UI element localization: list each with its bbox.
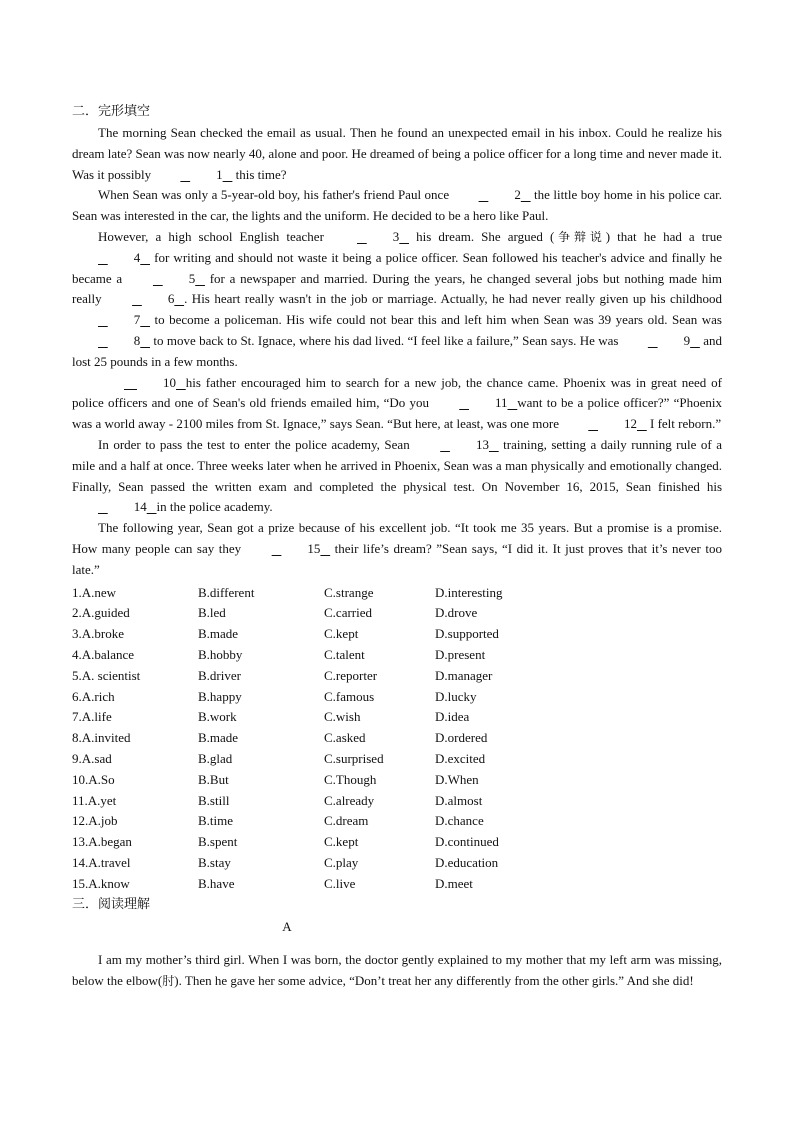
option-c: C.carried bbox=[324, 605, 373, 621]
option-d: D.chance bbox=[435, 813, 484, 829]
option-b: B.But bbox=[198, 771, 229, 787]
option-a: 7.A.life bbox=[72, 709, 112, 725]
option-row bbox=[72, 687, 575, 708]
option-c: C.already bbox=[324, 792, 375, 808]
blank-8: 8 bbox=[133, 332, 141, 348]
text-run: their life’s dream? ”Sean says, “I did it. It just proves that it’s never too late.” bbox=[72, 540, 723, 577]
blank-4: 4 bbox=[133, 249, 141, 265]
text-run: ) that he had a true bbox=[605, 228, 723, 244]
option-d: D.education bbox=[435, 854, 499, 870]
option-b: B.still bbox=[198, 792, 230, 808]
option-row bbox=[72, 811, 575, 832]
option-d: D.idea bbox=[435, 709, 470, 725]
blank-5: 5 bbox=[188, 270, 196, 286]
text-run: When Sean was only a 5-year-old boy, his father's friend Paul once bbox=[98, 187, 453, 203]
option-a: 12.A.job bbox=[72, 813, 118, 829]
text-run: and lost 25 pounds in a few months. bbox=[72, 332, 722, 369]
blank-12: 12 bbox=[624, 416, 637, 432]
option-a: 6.A.rich bbox=[72, 688, 115, 704]
blank-3: 3 bbox=[392, 228, 400, 244]
option-d: D.interesting bbox=[435, 584, 503, 600]
chinese-gloss: 争辩说 bbox=[554, 229, 606, 244]
blank-7: 7 bbox=[133, 312, 141, 328]
option-a: 5.A. scientist bbox=[72, 667, 141, 683]
option-c: C.live bbox=[324, 875, 356, 891]
text-run: to move back to St. Ignace, where his dad lived. “I feel like a failure,” Sean says. He was bbox=[150, 332, 622, 348]
option-a: 8.A.invited bbox=[72, 730, 131, 746]
text-run: this time? bbox=[232, 166, 287, 182]
option-d: D.supported bbox=[435, 626, 499, 642]
option-b: B.made bbox=[198, 730, 239, 746]
option-a: 3.A.broke bbox=[72, 626, 124, 642]
text-run: to become a policeman. His wife could not bear this and left him when Sean was 39 years old. Sean was bbox=[150, 312, 722, 328]
text-run: his father encouraged him to search for a new job, the chance came. Phoenix was in great need of police officers and one of Sean's old friends emailed him, “Do you bbox=[72, 374, 722, 411]
text-run: . His heart really wasn't in the job or marriage. Actually, he had never really given up his childhood bbox=[184, 291, 723, 307]
cloze-paragraph-5 bbox=[72, 435, 722, 518]
option-a: 4.A.balance bbox=[72, 646, 135, 662]
text-run: However, a high school English teacher bbox=[98, 228, 331, 244]
option-a: 11.A.yet bbox=[72, 792, 117, 808]
option-a: 10.A.So bbox=[72, 771, 115, 787]
option-row bbox=[72, 603, 575, 624]
option-row bbox=[72, 666, 575, 687]
option-row bbox=[72, 728, 575, 749]
option-d: D.excited bbox=[435, 750, 486, 766]
blank-2: 2 bbox=[514, 187, 521, 203]
option-a: 13.A.began bbox=[72, 834, 132, 850]
text-run: for writing and should not waste it being a police officer. Sean followed his teacher's advice and finally he became a bbox=[72, 249, 722, 286]
option-c: C.famous bbox=[324, 688, 375, 704]
cloze-paragraph-6 bbox=[72, 518, 722, 580]
option-d: D.When bbox=[435, 771, 479, 787]
option-c: C.Though bbox=[324, 771, 377, 787]
option-b: B.glad bbox=[198, 750, 233, 766]
cloze-paragraph-1 bbox=[72, 123, 722, 185]
option-row bbox=[72, 853, 575, 874]
option-b: B.hobby bbox=[198, 646, 243, 662]
option-c: C.kept bbox=[324, 626, 359, 642]
text-run: the little boy home in his police car. Sean was interested in the car, the lights and the uniform. He decided to be a hero like Paul. bbox=[72, 187, 722, 224]
blank-6: 6 bbox=[167, 291, 175, 307]
option-a: 9.A.sad bbox=[72, 750, 112, 766]
option-b: B.stay bbox=[198, 854, 231, 870]
text-run: I am my mother’s third girl. When I was born, the doctor gently explained to my mother that my left arm was missing, below the elbow( bbox=[72, 952, 722, 989]
option-c: C.play bbox=[324, 854, 359, 870]
option-c: C.dream bbox=[324, 813, 369, 829]
option-d: D.meet bbox=[435, 875, 473, 891]
text-run: ). Then he gave her some advice, “Don’t treat her any differently from the other girls.” And she did! bbox=[174, 973, 694, 989]
option-d: D.manager bbox=[435, 667, 493, 683]
option-c: C.reporter bbox=[324, 667, 378, 683]
option-c: C.surprised bbox=[324, 750, 384, 766]
option-row bbox=[72, 791, 575, 812]
blank-11: 11 bbox=[494, 395, 508, 411]
blank-1: 1 bbox=[216, 166, 223, 182]
passage-label: A bbox=[282, 919, 292, 935]
reading-paragraph-1 bbox=[72, 950, 722, 992]
option-c: C.talent bbox=[324, 646, 365, 662]
text-run: The following year, Sean got a prize because of his excellent job. “It took me 35 years. But a promise is a promise. How many people can say they bbox=[72, 520, 722, 556]
text-run: want to be a police officer?” “Phoenix was a world away - 2100 miles from St. Ignace,” says Sean. “But here, at least, was one more bbox=[72, 395, 722, 432]
blank-13: 13 bbox=[475, 436, 489, 452]
option-b: B.led bbox=[198, 605, 226, 621]
text-run: in the police academy. bbox=[156, 499, 273, 515]
text-run: The morning Sean checked the email as usual. Then he found an unexpected email in his inbox. Could he realize his dream late? Sean was now nearly 40, alone and poor. He dreamed of being a police officer for a long time and never made it. Was it possibly bbox=[72, 125, 722, 182]
text-run: training, setting a daily running rule of a mile and a half at once. Three weeks later when he arrived in Phoenix, Sean was a man physically and emotionally changed. Finally, Sean passed the written exam and completed the physical test. On November 16, 2015, Sean finished his bbox=[72, 436, 722, 494]
option-row bbox=[72, 832, 575, 853]
option-row bbox=[72, 749, 575, 770]
option-row bbox=[72, 624, 575, 645]
answer-options-table bbox=[72, 583, 575, 895]
option-a: 1.A.new bbox=[72, 584, 117, 600]
option-b: B.different bbox=[198, 584, 255, 600]
option-b: B.have bbox=[198, 875, 235, 891]
option-row bbox=[72, 770, 575, 791]
cloze-paragraph-3 bbox=[72, 227, 722, 373]
option-c: C.strange bbox=[324, 584, 374, 600]
text-run: for a newspaper and married. During the years, he changed several jobs but nothing made him really bbox=[72, 270, 722, 307]
option-b: B.happy bbox=[198, 688, 242, 704]
blank-14: 14 bbox=[133, 499, 147, 515]
option-row bbox=[72, 874, 575, 895]
option-a: 14.A.travel bbox=[72, 854, 131, 870]
text-run: In order to pass the test to enter the police academy, Sean bbox=[98, 436, 415, 452]
text-run: I felt reborn.” bbox=[646, 416, 722, 432]
option-b: B.time bbox=[198, 813, 234, 829]
option-c: C.wish bbox=[324, 709, 361, 725]
option-d: D.lucky bbox=[435, 688, 477, 704]
cloze-paragraph-2 bbox=[72, 185, 722, 227]
option-d: D.continued bbox=[435, 834, 499, 850]
option-b: B.spent bbox=[198, 834, 238, 850]
option-d: D.ordered bbox=[435, 730, 488, 746]
option-b: B.driver bbox=[198, 667, 241, 683]
option-c: C.asked bbox=[324, 730, 366, 746]
option-row bbox=[72, 583, 575, 604]
reading-section-title: 三．阅读理解 bbox=[72, 897, 151, 913]
option-a: 2.A.guided bbox=[72, 605, 130, 621]
text-run: his dream. She argued ( bbox=[409, 228, 555, 244]
option-row bbox=[72, 707, 575, 728]
document-page bbox=[72, 100, 722, 992]
option-b: B.work bbox=[198, 709, 237, 725]
option-a: 15.A.know bbox=[72, 875, 130, 891]
option-d: D.almost bbox=[435, 792, 483, 808]
cloze-section-title: 二．完形填空 bbox=[72, 104, 151, 119]
blank-9: 9 bbox=[683, 332, 691, 348]
option-d: D.present bbox=[435, 646, 486, 662]
option-b: B.made bbox=[198, 626, 239, 642]
blank-10: 10 bbox=[163, 374, 176, 390]
blank-15: 15 bbox=[307, 540, 321, 556]
option-d: D.drove bbox=[435, 605, 478, 621]
option-row bbox=[72, 645, 575, 666]
cloze-paragraph-4 bbox=[72, 373, 722, 435]
chinese-gloss: 肘 bbox=[162, 974, 175, 989]
option-c: C.kept bbox=[324, 834, 359, 850]
